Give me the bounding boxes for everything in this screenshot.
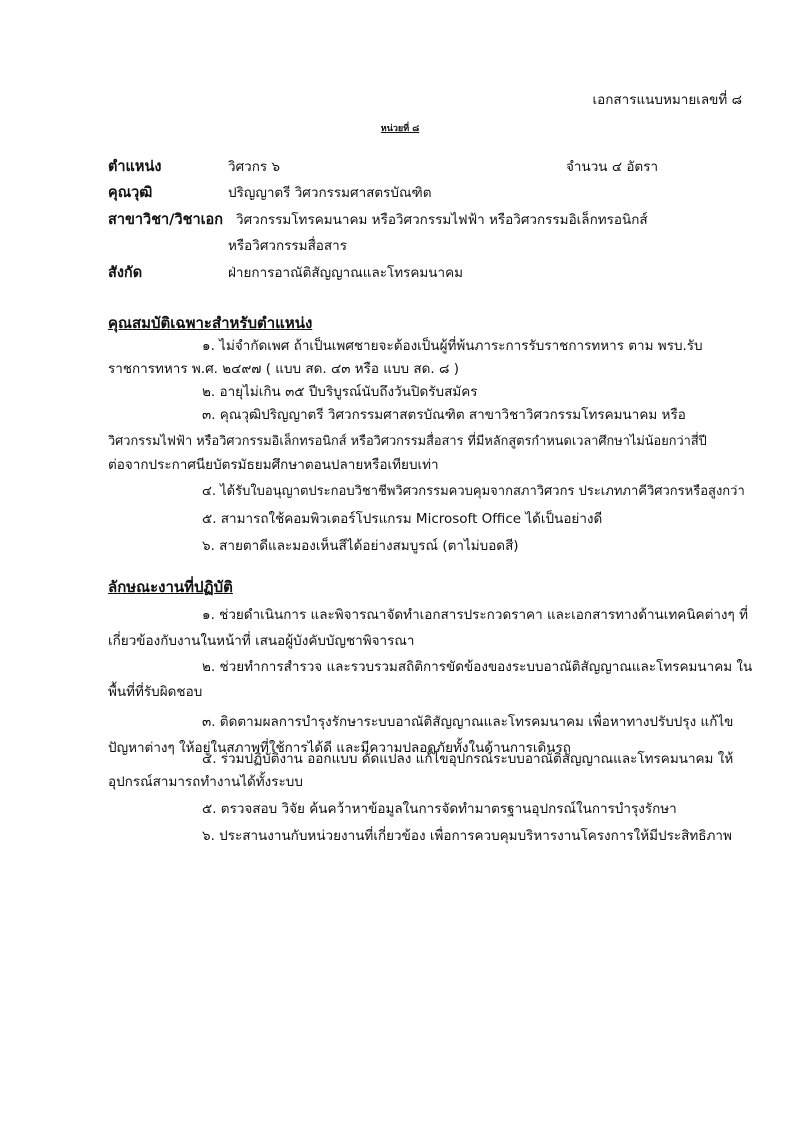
duty-item-2-line2: พื้นที่ที่รับผิดชอบ [108, 684, 203, 700]
duty-item-4-line2: อุปกรณ์สามารถทำงานได้ทั้งระบบ [108, 774, 303, 790]
duty-item-3-line1: ๓. ติดตามผลการบำรุงรักษาระบบอาณัติสัญญาณและโทรคมนาคม เพื่อหาทางปรับปรุง แก้ไข [202, 714, 734, 730]
department-label: สังกัด [108, 265, 143, 281]
major-value-line2: หรือวิศวกรรมสื่อสาร [228, 238, 347, 254]
duty-item-4-line1: ๔. ร่วมปฏิบัติงาน ออกแบบ ดัดแปลง แก้ไขอุปกรณ์ระบบอาณัติสัญญาณและโทรคมนาคม ให้ [202, 751, 734, 767]
document-reference: เอกสารแนบหมายเลขที่ ๘ [592, 92, 742, 108]
major-value-line1: วิศวกรรมโทรคมนาคม หรือวิศวกรรมไฟฟ้า หรือวิศวกรรมอิเล็กทรอนิกส์ [236, 212, 648, 228]
duty-item-6: ๖. ประสานงานกับหน่วยงานที่เกี่ยวข้อง เพื่อการควบคุมบริหารงานโครงการให้มีประสิทธิภาพ [202, 828, 732, 844]
position-value: วิศวกร ๖ [228, 159, 281, 175]
qualification-item-6: ๖. สายตาดีและมองเห็นสีได้อย่างสมบูรณ์ (ตาไม่บอดสี) [202, 538, 519, 554]
qualification-item-3-line1: ๓. คุณวุฒิปริญญาตรี วิศวกรรมศาสตรบัณฑิต สาขาวิชาวิศวกรรมโทรคมนาคม หรือ [202, 407, 686, 423]
position-label: ตำแหน่ง [108, 159, 162, 175]
department-value: ฝ่ายการอาณัติสัญญาณและโทรคมนาคม [228, 265, 464, 281]
position-count: จำนวน ๔ อัตรา [566, 159, 659, 175]
duty-item-1-line1: ๑. ช่วยดำเนินการ และพิจารณาจัดทำเอกสารประกวดราคา และเอกสารทางด้านเทคนิคต่างๆ ที่ [202, 607, 748, 623]
duty-item-2-line1: ๒. ช่วยทำการสำรวจ และรวบรวมสถิติการขัดข้องของระบบอาณัติสัญญาณและโทรคมนาคม ใน [202, 659, 753, 675]
qualification-value: ปริญญาตรี วิศวกรรมศาสตรบัณฑิต [228, 185, 432, 201]
qualification-item-3-line3: ต่อจากประกาศนียบัตรมัธยมศึกษาตอนปลายหรือเทียบเท่า [108, 457, 439, 473]
qualification-item-2: ๒. อายุไม่เกิน ๓๕ ปีบริบูรณ์นับถึงวันปิดรับสมัคร [202, 384, 478, 400]
duty-item-1-line2: เกี่ยวข้องกับงานในหน้าที่ เสนอผู้บังคับบัญชาพิจารณา [108, 633, 415, 649]
unit-title-text: หน่วยที่ ๘ [380, 124, 420, 134]
duty-item-5: ๕. ตรวจสอบ วิจัย ค้นคว้าหาข้อมูลในการจัดทำมาตรฐานอุปกรณ์ในการบำรุงรักษา [202, 801, 677, 817]
unit-title [0, 119, 800, 139]
qualification-label: คุณวุฒิ [108, 185, 153, 201]
qualification-item-5: ๕. สามารถใช้คอมพิวเตอร์โปรแกรม Microsoft Office ได้เป็นอย่างดี [202, 511, 603, 527]
qualification-item-1-line2: ราชการทหาร พ.ศ. ๒๔๙๗ ( แบบ สด. ๔๓ หรือ แบบ สด. ๘ ) [108, 361, 459, 377]
major-label: สาขาวิชา/วิชาเอก [108, 212, 224, 228]
duty-item-3-line2: ปัญหาต่างๆ ให้อยู่ในสภาพที่ใช้การได้ดี และมีความปลอดภัยทั้งในด้านการเดินรถ [108, 740, 571, 756]
qualification-item-1-line1: ๑. ไม่จำกัดเพศ ถ้าเป็นเพศชายจะต้องเป็นผู้ที่พ้นภาระการรับราชการทหาร ตาม พรบ.รับ [202, 338, 703, 354]
duties-heading: ลักษณะงานที่ปฏิบัติ [108, 578, 233, 596]
qualification-item-4: ๔. ได้รับใบอนุญาตประกอบวิชาชีพวิศวกรรมควบคุมจากสภาวิศวกร ประเภทภาคีวิศวกรหรือสูงกว่า [202, 484, 745, 499]
qualification-item-3-line2: วิศวกรรมไฟฟ้า หรือวิศวกรรมอิเล็กทรอนิกส์ หรือวิศวกรรมสื่อสาร ที่มีหลักสูตรกำหนดเวลาศึกษาไม่น้อยกว่าสี่ปี [108, 434, 707, 449]
qualifications-heading: คุณสมบัติเฉพาะสำหรับตำแหน่ง [108, 314, 313, 332]
